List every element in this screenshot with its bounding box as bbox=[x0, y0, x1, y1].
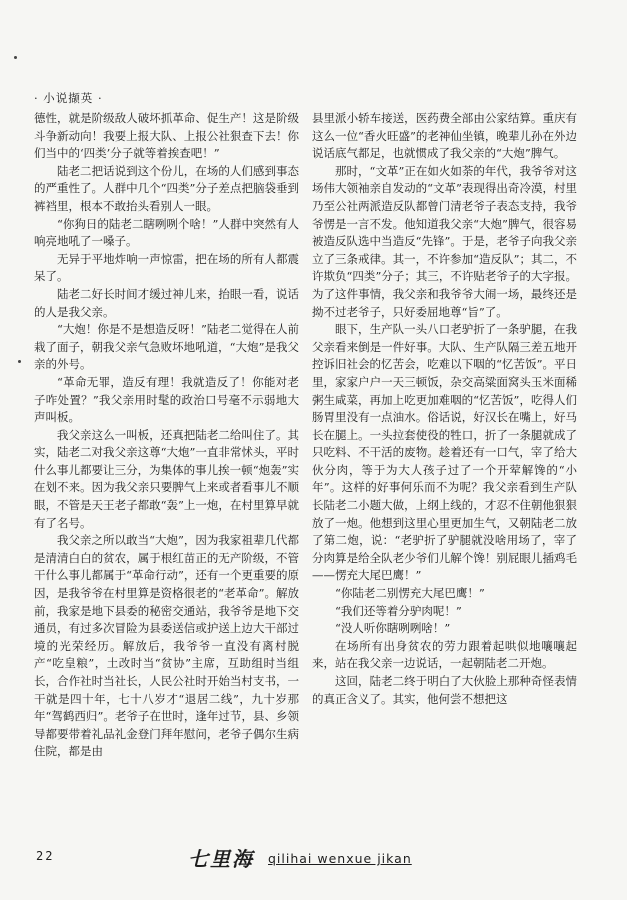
paragraph: 我父亲之所以敢当“大炮”，因为我家祖辈几代都是清清白白的贫农，属于根红苗正的无产阶级，不管干什么事儿都属于“革命行动”，还有一个更重要的原因，是我爷爷在村里算是资格很老的“老革命”。解放前，我家是地下县委的秘密交通站，我爷爷是地下交通员，有过多次冒险为县委送信或护送上边大干部过境的光荣经历。解放后，我爷爷一直没有离村脱产“吃皇粮”，土改时当“贫协”主席，互助组时当组长，合作社时当社长，人民公社时开始当村支书，一干就是四十年，七十八岁才“退居二线”，九十岁那年“驾鹤西归”。老爷子在世时，逢年过节，县、乡领导都要带着礼品礼金登门拜年慰问，老爷子偶尔生病住院，都是由 bbox=[34, 533, 299, 759]
paragraph: 这回，陆老二终于明白了大伙脸上那种奇怪表情的真正含义了。其实，他何尝不想把这 bbox=[312, 674, 577, 706]
left-column bbox=[34, 110, 299, 840]
paragraph: 无异于平地炸响一声惊雷，把在场的所有人都震呆了。 bbox=[34, 251, 299, 284]
paragraph: “没人听你瞎咧咧啥！” bbox=[335, 621, 451, 636]
magazine-name: 七里海 bbox=[188, 847, 254, 871]
paragraph: 那时，“文革”正在如火如荼的年代，我爷爷对这场伟大领袖亲自发动的“文革”表现得出奇冷漠，村里乃至公社两派造反队都曾门清老爷子表态支持，我爷爷愣是一言不发。他知道我父亲“大炮”脾气，很容易被造反队选中当造反“先锋”。于是，老爷子向我父亲立了三条戒律。其一，不许参加“造反队”；其二，不许欺负“四类”分子；其三，不许贴老爷子的大字报。为了这件事情，我父亲和我爷爷大闹一场，最终还是拗不过老爷子，只好委屈地尊“旨”了。 bbox=[312, 163, 577, 319]
paragraph: 我父亲这么一叫板，还真把陆老二给叫住了。其实，陆老二对我父亲这尊“大炮”一直非常怵头，平时什么事儿都要让三分，为集体的事儿挨一顿“炮轰”实在划不来。因为我父亲只要脾气上来或者看事儿不顺眼，不管是天王老子都敢“轰”上一炮，在村里算早就有了名号。 bbox=[34, 427, 299, 530]
paragraph: “你狗日的陆老二瞎咧咧个啥！”人群中突然有人响亮地吼了一嗓子。 bbox=[34, 216, 299, 249]
paragraph: 眼下，生产队一头八口老驴折了一条驴腿，在我父亲看来倒是一件好事。大队、生产队隔三差五地开控诉旧社会的忆苦会，吃难以下咽的“忆苦饭”。平日里，家家户户一天三顿饭，杂交高粱面窝头玉米面稀粥生咸菜，再加上吃更加难咽的“忆苦饭”，吃得人们肠胃里没有一点油水。俗话说，好汉长在嘴上，好马长在腿上。一头拉套使役的牲口，折了一条腿就成了只吃料、不干活的废物。趁着还有一口气，宰了给大伙分肉，等于为大人孩子过了一个开荤解馋的“小年”。这样的好事何乐而不为呢？我父亲看到生产队长陆老二小题大做，上纲上线的，才忍不住朝他狠狠放了一炮。他想到这里心里更加生气，又朝陆老二放了第二炮，说：“老驴折了驴腿就没啥用场了，宰了分肉算是给全队老少爷们儿解个馋！别屁眼儿插鸡毛——愣充大尾巴鹰！” bbox=[312, 322, 577, 583]
scan-speck bbox=[18, 360, 21, 363]
paragraph: “大炮！你是不是想造反呀！”陆老二觉得在人前栽了面子，朝我父亲气急败坏地吼道，“大炮”是我父亲的外号。 bbox=[34, 322, 299, 372]
paragraph: “革命无罪，造反有理！我就造反了！你能对老子咋处置？”我父亲用时髦的政治口号毫不示弱地大声叫板。 bbox=[34, 374, 299, 425]
magazine-pinyin: qilihai wenxue jikan bbox=[268, 851, 412, 866]
page-footer bbox=[0, 843, 627, 873]
paragraph: “我们还等着分驴肉呢！” bbox=[335, 603, 462, 618]
section-label: · 小说撷英 · bbox=[34, 91, 103, 105]
paragraph: 陆老二好长时间才缓过神儿来，抬眼一看，说话的人是我父亲。 bbox=[34, 286, 299, 319]
page-number: 22 bbox=[36, 849, 55, 863]
paragraph: 陆老二把话说到这个份儿，在场的人们感到事态的严重性了。人群中几个“四类”分子差点把脑袋垂到裤裆里，根本不敢抬头看别人一眼。 bbox=[34, 163, 299, 213]
paragraph: 县里派小轿车接送，医药费全部由公家结算。重庆有这么一位“香火旺盛”的老神仙坐镇，晚辈儿孙在外边说话底气都足，也就惯成了我父亲的“大炮”脾气。 bbox=[312, 111, 577, 161]
scan-speck bbox=[14, 56, 17, 59]
paragraph: 德性，就是阶级敌人破坏抓革命、促生产！这是阶级斗争新动向！我要上报大队、上报公社狠查下去！你们当中的‘四类’分子就等着挨查吧！” bbox=[34, 111, 299, 161]
paragraph: “你陆老二别愣充大尾巴鹰！” bbox=[335, 586, 485, 601]
right-column bbox=[312, 110, 577, 840]
paragraph: 在场所有出身贫农的劳力跟着起哄似地嚷嚷起来，站在我父亲一边说话，一起朝陆老二开炮。 bbox=[312, 638, 577, 671]
